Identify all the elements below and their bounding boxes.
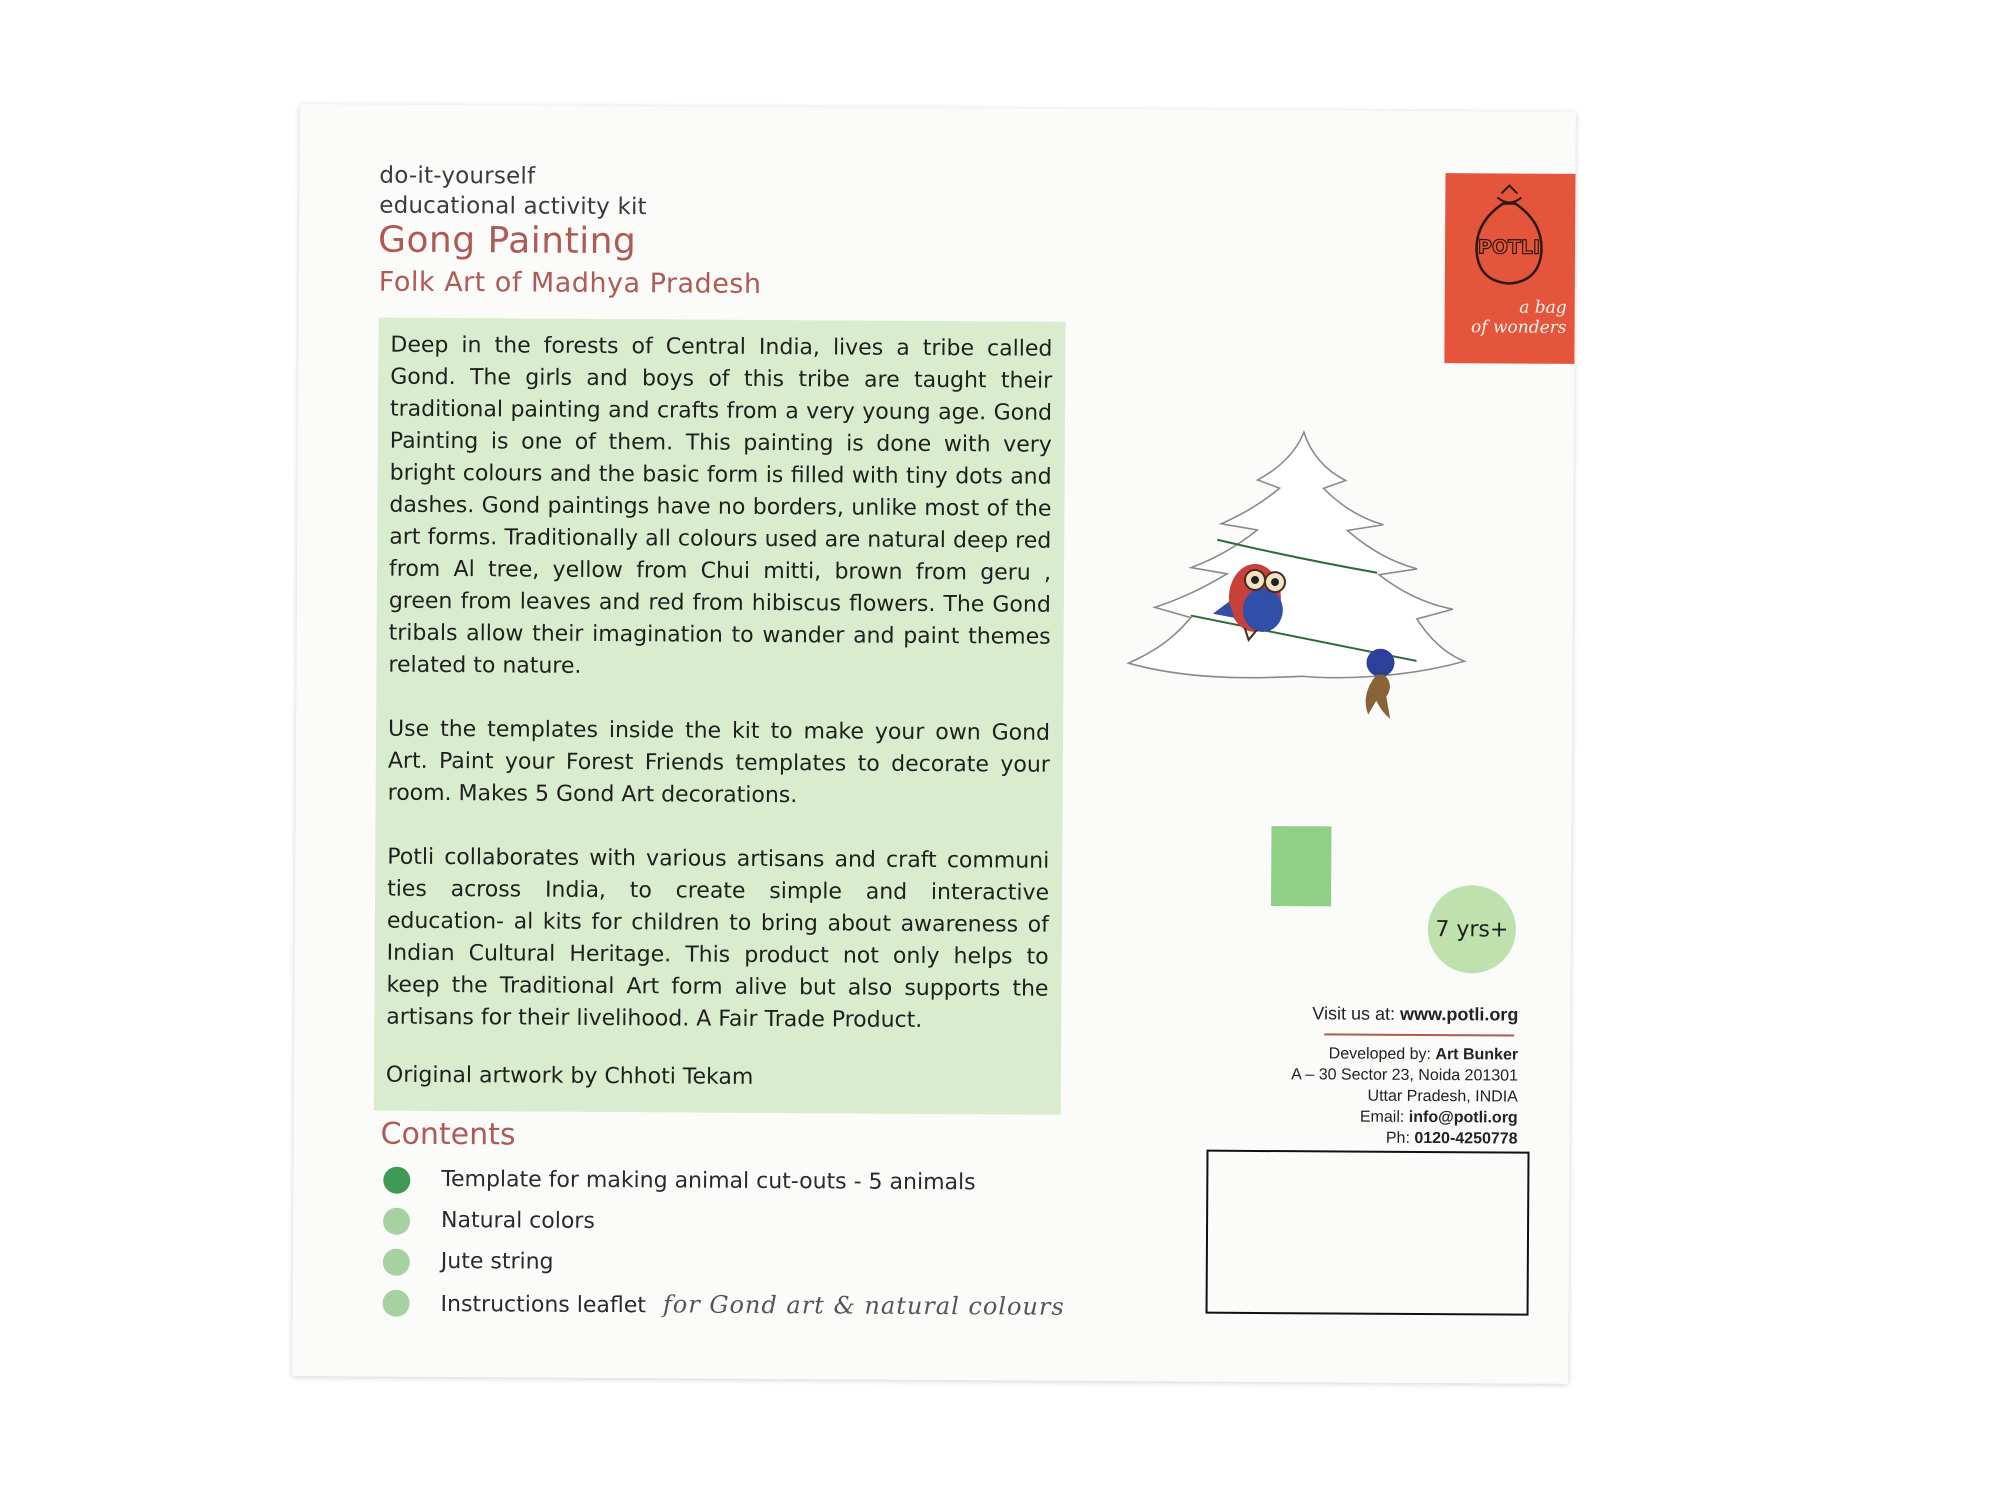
contents-item-label: Instructions leaflet <box>440 1291 646 1319</box>
list-item <box>383 1165 1065 1210</box>
kit-back-card <box>292 104 1576 1384</box>
logo-tagline <box>1471 297 1567 338</box>
bullet-dot-icon <box>382 1290 409 1317</box>
developer-info <box>1291 1043 1518 1149</box>
product-title: Gong Painting <box>377 219 637 263</box>
phone-number: 0120-4250778 <box>1414 1129 1518 1148</box>
contents-item-label: Jute string <box>440 1248 554 1275</box>
description-paragraph-2: Use the templates inside the kit to make your own Gond Art. Paint your Forest Friends templates to decorate your room. Makes 5 Gond Art decorations. <box>387 716 1051 809</box>
bullet-dot-icon <box>383 1249 410 1276</box>
potli-logo <box>1444 173 1575 364</box>
address-line-1: A – 30 Sector 23, Noida 201301 <box>1291 1066 1519 1085</box>
bullet-dot-icon <box>383 1208 410 1235</box>
kicker-line-1: do-it-yourself <box>379 162 536 190</box>
bullet-dot-icon <box>383 1167 410 1194</box>
price-label-box <box>1206 1150 1530 1316</box>
tagline-line-1: a bag <box>1519 297 1567 318</box>
website-link[interactable]: www.potli.org <box>1399 1003 1519 1025</box>
contents-list <box>382 1165 1065 1333</box>
artwork-credit: Original artwork by Chhoti Tekam <box>385 1062 754 1090</box>
tagline-line-2: of wonders <box>1471 317 1567 338</box>
description-paragraph-1: Deep in the forests of Central India, lives a tribe called Gond. The girls and boys of this tribe are taught their traditional painting and crafts from a very young age. Gond Painting is one of them. This painting is done with very bright colours and the basic form is filled with tiny dots and dashes. Gond paintings have no borders, unlike most of the art forms. Traditionally all colours used are natural deep red from Al tree, yellow from Chui mitti, brown from geru , green from leaves and red from hibiscus flowers. The Gond tribals allow their imagination to wander and paint themes related to nature. <box>388 332 1053 679</box>
kicker-line-2: educational activity kit <box>379 192 647 221</box>
phone-prefix: Ph: <box>1385 1129 1415 1147</box>
developer-name: Art Bunker <box>1435 1046 1519 1064</box>
contents-heading: Contents <box>380 1116 516 1153</box>
address-line-2: Uttar Pradesh, INDIA <box>1367 1087 1518 1106</box>
squirrel-ornament-icon <box>1365 649 1394 719</box>
divider <box>1324 1033 1514 1036</box>
tree-outline <box>1128 431 1465 679</box>
list-item <box>383 1206 1065 1251</box>
email-link[interactable]: info@potli.org <box>1408 1108 1518 1127</box>
contents-item-label: Natural colors <box>441 1207 595 1234</box>
contents-item-label: Template for making animal cut-outs - 5 animals <box>441 1166 976 1196</box>
handwritten-note: for Gond art & natural colours <box>662 1290 1065 1321</box>
tree-trunk <box>1271 826 1331 906</box>
list-item <box>383 1247 1065 1292</box>
potli-bag-icon <box>1459 183 1560 294</box>
description-panel <box>374 318 1066 1115</box>
list-item <box>382 1288 1064 1333</box>
visit-prefix: Visit us at: <box>1312 1003 1401 1024</box>
developed-prefix: Developed by: <box>1328 1045 1436 1064</box>
product-subtitle: Folk Art of Madhya Pradesh <box>378 266 762 300</box>
description-paragraph-3: Potli collaborates with various artisans and craft communi ties across India, to create simple and interactive education- al kits for children to bring about awareness of Indian Cultural Heritage. This product not only helps to keep the Traditional Art form alive but also supports the artisans for their livelihood. A Fair Trade Product. <box>386 844 1050 1033</box>
email-prefix: Email: <box>1359 1108 1409 1126</box>
logo-wordmark: POTLI <box>1477 236 1541 259</box>
christmas-tree-illustration <box>1123 427 1486 929</box>
website-line <box>1312 1003 1518 1025</box>
age-badge: 7 yrs+ <box>1428 885 1517 974</box>
